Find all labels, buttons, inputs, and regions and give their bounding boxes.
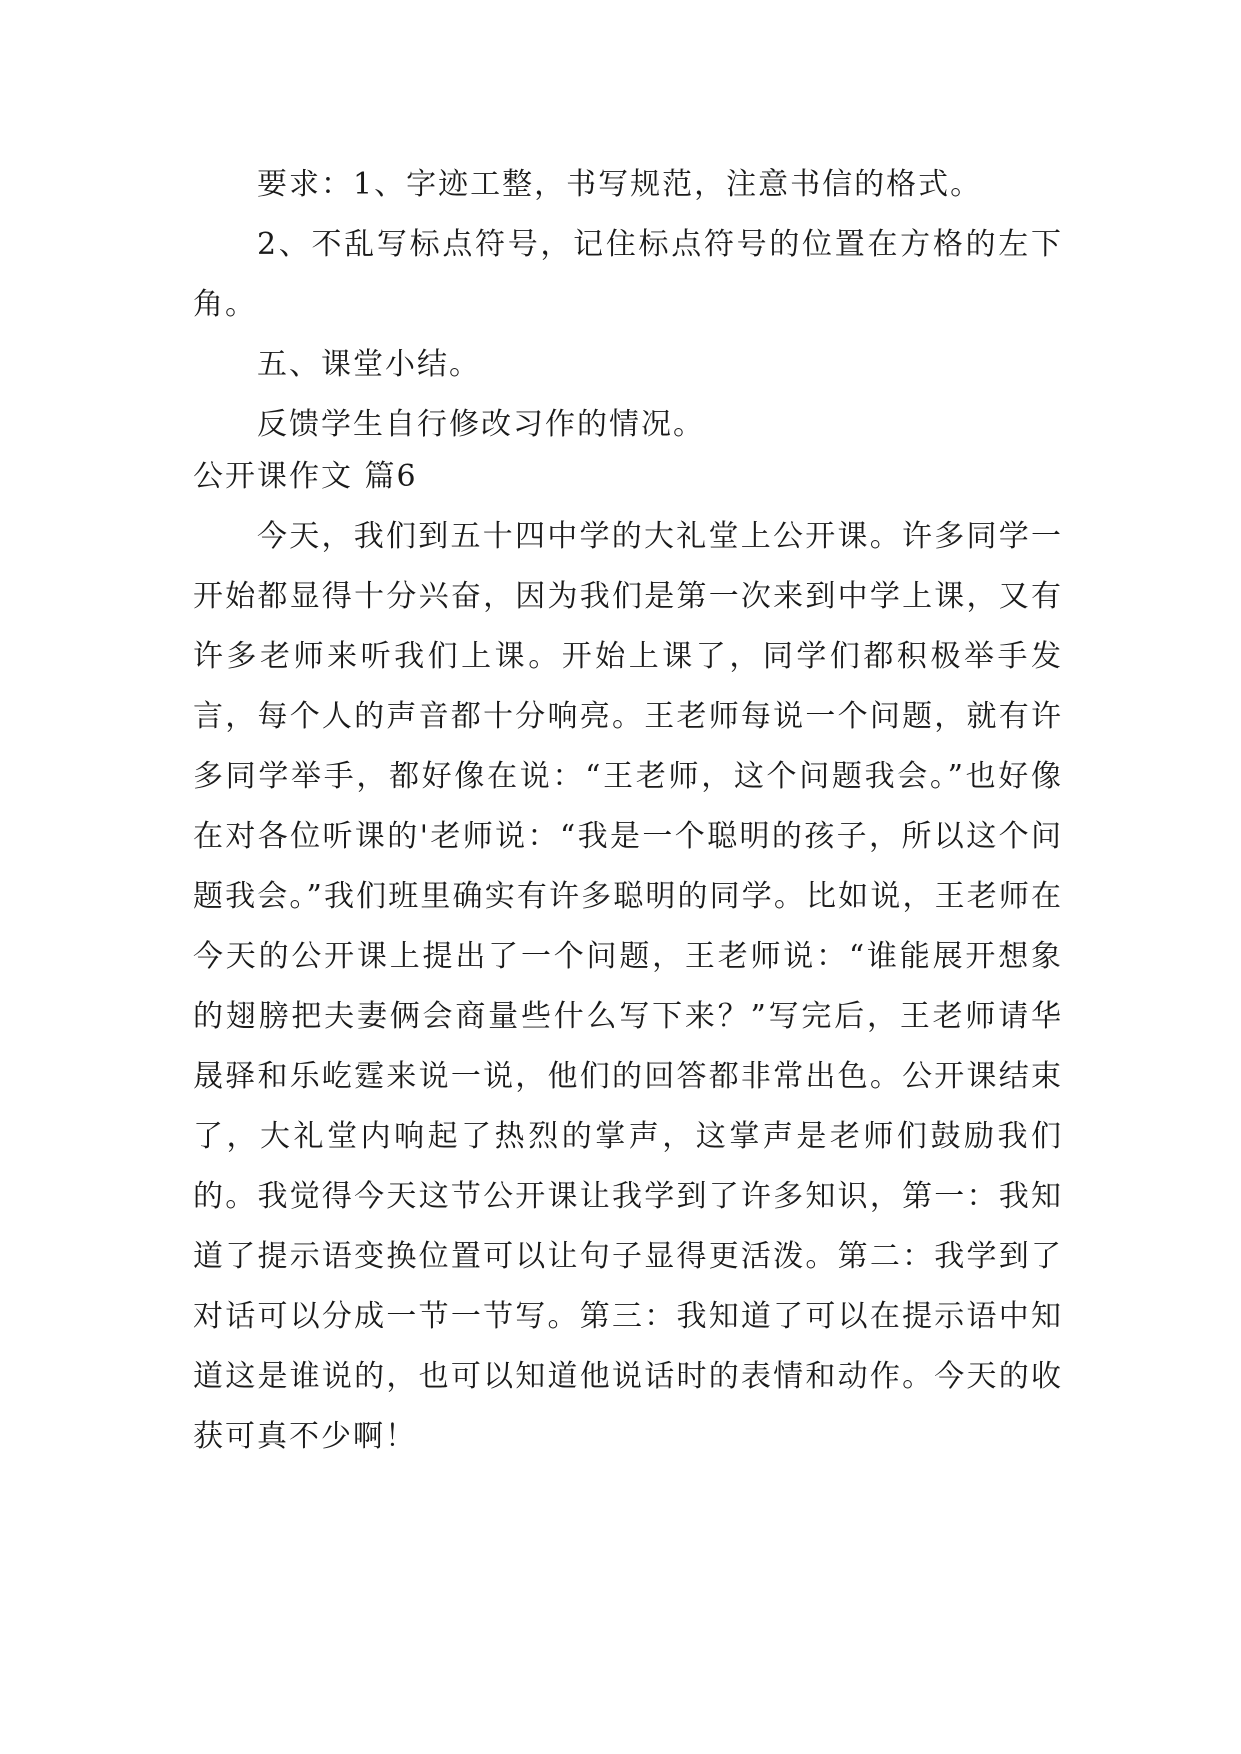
- previous-section-tail: [193, 155, 1063, 455]
- essay-section-6: [193, 447, 1063, 1467]
- essay-heading: 公开课作文 篇6: [193, 459, 418, 494]
- essay-body: 今天，我们到五十四中学的大礼堂上公开课。许多同学一开始都显得十分兴奋，因为我们是第一次来到中学上课，又有许多老师来听我们上课。开始上课了，同学们都积极举手发言，每个人的声音都十分响亮。王老师每说一个问题，就有许多同学举手，都好像在说：“王老师，这个问题我会。”也好像在对各位听课的'老师说：“我是一个聪明的孩子，所以这个问题我会。”我们班里确实有许多聪明的同学。比如说，王老师在今天的公开课上提出了一个问题，王老师说：“谁能展开想象的翅膀把夫妻俩会商量些什么写下来？”写完后，王老师请华晟驿和乐屹霆来说一说，他们的回答都非常出色。公开课结束了，大礼堂内响起了热烈的掌声，这掌声是老师们鼓励我们的。我觉得今天这节公开课让我学到了许多知识，第一：我知道了提示语变换位置可以让句子显得更活泼。第二：我学到了对话可以分成一节一节写。第三：我知道了可以在提示语中知道这是谁说的，也可以知道他说话时的表情和动作。今天的收获可真不少啊！: [193, 519, 1063, 1454]
- feedback-paragraph: 反馈学生自行修改习作的情况。: [257, 407, 705, 442]
- requirement-paragraph-1: 要求：1、字迹工整，书写规范，注意书信的格式。: [257, 167, 983, 202]
- requirement-paragraph-2: 2、不乱写标点符号，记住标点符号的位置在方格的左下角。: [193, 227, 1063, 322]
- lesson-summary-heading: 五、课堂小结。: [257, 347, 481, 382]
